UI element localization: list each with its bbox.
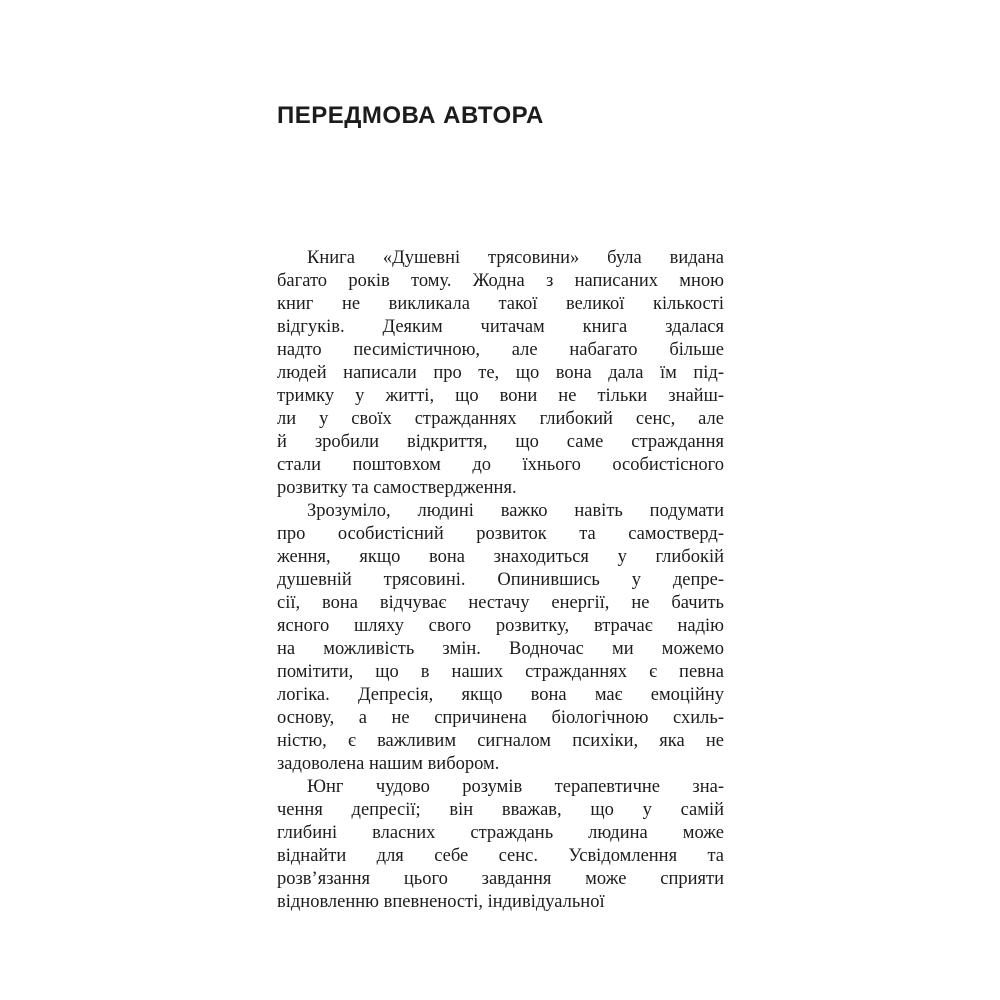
text-line: ження, якщо вона знаходиться у глибокій [277, 547, 724, 567]
text-line: задоволена нашим вибором. [277, 754, 500, 774]
text-line: тримку у житті, що вони не тільки знайш- [277, 386, 724, 406]
text-line: Книга «Душевні трясовини» була видана [307, 248, 724, 268]
text-line: про особистісний розвиток та самостверд- [277, 524, 724, 544]
text-line: Зрозуміло, людині важко навіть подумати [307, 501, 724, 521]
text-line: відновленню впевненості, індивідуальної [277, 892, 605, 912]
text-line: Юнг чудово розумів терапевтичне зна- [307, 777, 724, 797]
text-line: розвитку та самоствердження. [277, 478, 517, 498]
text-line: стали поштовхом до їхнього особистісного [277, 455, 724, 475]
text-line: книг не викликала такої великої кількості [277, 294, 724, 314]
text-line: глибині власних страждань людина може [277, 823, 724, 843]
text-line: багато років тому. Жодна з написаних мною [277, 271, 724, 291]
text-line: надто песимістичною, але набагато більше [277, 340, 724, 360]
page-title: ПЕРЕДМОВА АВТОРА [277, 102, 544, 129]
text-line: й зробили відкриття, що саме страждання [277, 432, 724, 452]
text-line: сії, вона відчуває нестачу енергії, не бачить [277, 593, 724, 613]
text-line: логіка. Депресія, якщо вона має емоційну [277, 685, 724, 705]
text-line: ясного шляху свого розвитку, втрачає надію [277, 616, 724, 636]
text-line: людей написали про те, що вона дала їм під- [277, 363, 724, 383]
text-line: чення депресії; він вважав, що у самій [277, 800, 724, 820]
text-line: ністю, є важливим сигналом психіки, яка не [277, 731, 724, 751]
text-line: помітити, що в наших стражданнях є певна [277, 662, 724, 682]
text-line: віднайти для себе сенс. Усвідомлення та [277, 846, 724, 866]
body-text [277, 247, 724, 914]
text-line: на можливість змін. Водночас ми можемо [277, 639, 724, 659]
text-line: душевній трясовині. Опинившись у депре- [277, 570, 724, 590]
text-line: ли у своїх стражданнях глибокий сенс, але [277, 409, 724, 429]
text-line: відгуків. Деяким читачам книга здалася [277, 317, 724, 337]
text-line: основу, а не спричинена біологічною схиль- [277, 708, 724, 728]
text-line: розв’язання цього завдання може сприяти [277, 869, 724, 889]
